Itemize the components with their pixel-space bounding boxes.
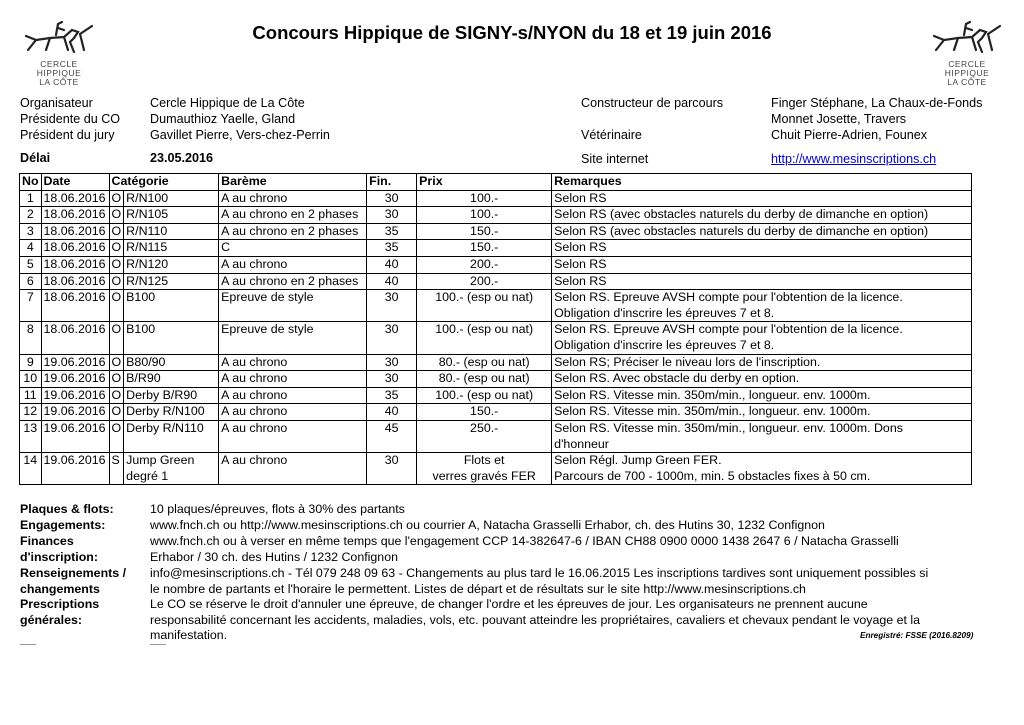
- table-row: [20, 453, 972, 485]
- cell-remarques: Selon RS; Préciser le niveau lors de l'inscription.: [552, 354, 972, 371]
- cell-prix: 100.- (esp ou nat): [417, 290, 552, 322]
- table-row: [20, 404, 972, 421]
- table-row: [20, 273, 972, 290]
- table-row: [20, 256, 972, 273]
- cell-level: O: [109, 420, 124, 452]
- cell-no: 5: [20, 256, 42, 273]
- cell-categorie: Derby B/R90: [124, 387, 219, 404]
- cell-date: 19.06.2016: [41, 371, 109, 388]
- cell-no: 8: [20, 322, 42, 354]
- cell-date: 18.06.2016: [41, 207, 109, 224]
- table-row: [20, 387, 972, 404]
- cell-categorie: R/N115: [124, 240, 219, 257]
- cell-fin: 30: [367, 453, 417, 485]
- col-categorie: Catégorie: [109, 174, 219, 191]
- cell-bareme: A au chrono en 2 phases: [219, 223, 367, 240]
- finances-label: Finances d'inscription:: [20, 534, 98, 564]
- cell-prix: 150.-: [417, 223, 552, 240]
- cell-bareme: Epreuve de style: [219, 322, 367, 354]
- cell-date: 18.06.2016: [41, 190, 109, 207]
- cell-remarques: Selon RS. Epreuve AVSH compte pour l'obtention de la licence. Obligation d'inscrire les épreuves 7 et 8.: [552, 322, 972, 354]
- veterinaire-value: Chuit Pierre-Adrien, Founex: [771, 128, 928, 142]
- cell-remarques: Selon RS: [552, 256, 972, 273]
- cell-date: 19.06.2016: [41, 387, 109, 404]
- prescriptions-label: Prescriptions générales:: [20, 597, 100, 627]
- cell-date: 18.06.2016: [41, 322, 109, 354]
- cell-no: 4: [20, 240, 42, 257]
- cell-level: O: [109, 256, 124, 273]
- events-table: [19, 173, 972, 485]
- cell-date: 18.06.2016: [41, 223, 109, 240]
- cell-prix: 200.-: [417, 273, 552, 290]
- cell-categorie: R/N100: [124, 190, 219, 207]
- cell-fin: 35: [367, 240, 417, 257]
- cell-date: 19.06.2016: [41, 354, 109, 371]
- cell-no: 10: [20, 371, 42, 388]
- table-row: [20, 290, 972, 322]
- cell-fin: 30: [367, 371, 417, 388]
- cell-categorie: Jump Green degré 1: [124, 453, 219, 485]
- cell-categorie: R/N125: [124, 273, 219, 290]
- organisateur-label: Organisateur: [20, 96, 93, 110]
- cell-fin: 30: [367, 207, 417, 224]
- cell-bareme: A au chrono en 2 phases: [219, 207, 367, 224]
- divider-mark: [150, 644, 166, 645]
- cell-fin: 40: [367, 404, 417, 421]
- cell-date: 19.06.2016: [41, 420, 109, 452]
- cell-remarques: Selon RS. Vitesse min. 350m/min., longueur. env. 1000m.: [552, 387, 972, 404]
- cell-remarques: Selon RS: [552, 240, 972, 257]
- cell-prix: 100.-: [417, 190, 552, 207]
- cell-level: O: [109, 387, 124, 404]
- cell-fin: 40: [367, 256, 417, 273]
- cell-date: 18.06.2016: [41, 273, 109, 290]
- cell-categorie: B100: [124, 290, 219, 322]
- cell-bareme: A au chrono: [219, 387, 367, 404]
- cell-level: O: [109, 371, 124, 388]
- info-left-values: [150, 95, 330, 143]
- plaques-label: Plaques & flots:: [20, 502, 114, 516]
- cell-date: 19.06.2016: [41, 404, 109, 421]
- info-left-labels: [20, 95, 120, 143]
- cell-prix: Flots et verres gravés FER: [417, 453, 552, 485]
- cell-bareme: A au chrono: [219, 371, 367, 388]
- cell-prix: 200.-: [417, 256, 552, 273]
- table-row: [20, 322, 972, 354]
- divider-mark: [20, 644, 36, 645]
- registration-note: Enregistré: FSSE (2016.8209): [860, 631, 974, 640]
- cell-categorie: B/R90: [124, 371, 219, 388]
- cell-fin: 35: [367, 387, 417, 404]
- president-jury-label: Président du jury: [20, 128, 115, 142]
- cell-bareme: A au chrono en 2 phases: [219, 273, 367, 290]
- cell-date: 18.06.2016: [41, 256, 109, 273]
- cell-bareme: A au chrono: [219, 256, 367, 273]
- cell-no: 12: [20, 404, 42, 421]
- cell-no: 9: [20, 354, 42, 371]
- cell-bareme: C: [219, 240, 367, 257]
- table-row: [20, 371, 972, 388]
- cell-fin: 45: [367, 420, 417, 452]
- col-prix: Prix: [417, 174, 552, 191]
- logo-text: CERCLE HIPPIQUE LA CÔTE: [944, 59, 990, 87]
- cell-remarques: Selon RS. Vitesse min. 350m/min., longueur. env. 1000m.: [552, 404, 972, 421]
- cell-level: O: [109, 273, 124, 290]
- cell-categorie: Derby R/N110: [124, 420, 219, 452]
- renseignements-label: Renseignements / changements: [20, 566, 127, 596]
- cell-fin: 35: [367, 223, 417, 240]
- info-right-values: [771, 95, 982, 143]
- col-bareme: Barème: [219, 174, 367, 191]
- cell-date: 18.06.2016: [41, 240, 109, 257]
- cell-prix: 250.-: [417, 420, 552, 452]
- constructeur-label: Constructeur de parcours: [581, 96, 724, 110]
- constructeur-value-2: Monnet Josette, Travers: [771, 112, 907, 126]
- col-no: No: [20, 174, 42, 191]
- cell-no: 1: [20, 190, 42, 207]
- cell-categorie: R/N105: [124, 207, 219, 224]
- president-jury-value: Gavillet Pierre, Vers-chez-Perrin: [150, 128, 330, 142]
- cell-bareme: A au chrono: [219, 190, 367, 207]
- cell-no: 7: [20, 290, 42, 322]
- cell-level: S: [109, 453, 124, 485]
- logo-text: CERCLE HIPPIQUE LA CÔTE: [36, 59, 82, 87]
- cell-level: O: [109, 404, 124, 421]
- cell-bareme: A au chrono: [219, 404, 367, 421]
- engagements-text: www.fnch.ch ou http://www.mesinscriptions.ch ou courrier A, Natacha Grasselli Erhabor, ch. des Hutins 30, 1232 Confignon: [150, 518, 825, 532]
- cell-bareme: A au chrono: [219, 354, 367, 371]
- cell-level: O: [109, 354, 124, 371]
- cell-level: O: [109, 240, 124, 257]
- cell-bareme: A au chrono: [219, 420, 367, 452]
- cell-fin: 30: [367, 354, 417, 371]
- plaques-text: 10 plaques/épreuves, flots à 30% des partants: [150, 502, 405, 516]
- cell-no: 14: [20, 453, 42, 485]
- cell-categorie: Derby R/N100: [124, 404, 219, 421]
- constructeur-value: Finger Stéphane, La Chaux-de-Fonds: [771, 96, 983, 110]
- cell-date: 18.06.2016: [41, 290, 109, 322]
- cell-prix: 150.-: [417, 240, 552, 257]
- cell-categorie: B80/90: [124, 354, 219, 371]
- cell-level: O: [109, 290, 124, 322]
- cell-fin: 40: [367, 273, 417, 290]
- cell-remarques: Selon RS. Epreuve AVSH compte pour l'obtention de la licence. Obligation d'inscrire les épreuves 7 et 8.: [552, 290, 972, 322]
- site-link[interactable]: http://www.mesinscriptions.ch: [771, 152, 937, 166]
- cell-no: 13: [20, 420, 42, 452]
- cell-remarques: Selon RS. Vitesse min. 350m/min., longueur. env. 1000m. Dons d'honneur: [552, 420, 972, 452]
- cell-date: 19.06.2016: [41, 453, 109, 485]
- cell-level: O: [109, 207, 124, 224]
- cell-fin: 30: [367, 290, 417, 322]
- veterinaire-label: Vétérinaire: [581, 128, 642, 142]
- presidente-co-value: Dumauthioz Yaelle, Gland: [150, 112, 296, 126]
- delai-label: Délai: [20, 151, 51, 165]
- cell-prix: 100.- (esp ou nat): [417, 322, 552, 354]
- presidente-co-label: Présidente du CO: [20, 112, 121, 126]
- finances-text: www.fnch.ch ou à verser en même temps que l'engagement CCP 14-382647-6 / IBAN CH88 0900 0000 1438 2647 6 / Natacha Grasselli Erhabor / 30 ch. des Hutins / 1232 Confignon: [150, 534, 899, 564]
- cell-no: 6: [20, 273, 42, 290]
- cell-fin: 30: [367, 322, 417, 354]
- cell-bareme: Epreuve de style: [219, 290, 367, 322]
- table-row: [20, 240, 972, 257]
- cell-prix: 150.-: [417, 404, 552, 421]
- page-title: Concours Hippique de SIGNY-s/NYON du 18 et 19 juin 2016: [252, 22, 772, 43]
- cell-prix: 80.- (esp ou nat): [417, 354, 552, 371]
- engagements-label: Engagements:: [20, 518, 106, 532]
- renseignements-text: info@mesinscriptions.ch - Tél 079 248 09 63 - Changements au plus tard le 16.06.2015 Les inscriptions tardives sont uniquement possibles si le nombre de partants et l'horaire le permettent. Listes de départ et de résultats sur le site http://www.mesinscriptions.ch: [150, 566, 929, 596]
- cell-no: 11: [20, 387, 42, 404]
- col-remarques: Remarques: [552, 174, 972, 191]
- site-label: Site internet: [581, 152, 649, 166]
- cell-prix: 100.- (esp ou nat): [417, 387, 552, 404]
- table-row: [20, 420, 972, 452]
- blank-label: [581, 111, 723, 127]
- site-link-wrap: [771, 151, 936, 167]
- table-header-row: [20, 174, 972, 191]
- cell-bareme: A au chrono: [219, 453, 367, 485]
- delai-value: 23.05.2016: [150, 151, 214, 165]
- cell-remarques: Selon RS (avec obstacles naturels du derby de dimanche en option): [552, 223, 972, 240]
- col-date: Date: [41, 174, 109, 191]
- cell-prix: 80.- (esp ou nat): [417, 371, 552, 388]
- cell-level: O: [109, 322, 124, 354]
- table-row: [20, 223, 972, 240]
- col-fin: Fin.: [367, 174, 417, 191]
- cell-remarques: Selon RS (avec obstacles naturels du derby de dimanche en option): [552, 207, 972, 224]
- cell-no: 3: [20, 223, 42, 240]
- cell-remarques: Selon Régl. Jump Green FER. Parcours de 700 - 1000m, min. 5 obstacles fixes à 50 cm.: [552, 453, 972, 485]
- cell-level: O: [109, 223, 124, 240]
- cell-level: O: [109, 190, 124, 207]
- cell-categorie: R/N120: [124, 256, 219, 273]
- cell-remarques: Selon RS: [552, 273, 972, 290]
- table-row: [20, 190, 972, 207]
- table-row: [20, 354, 972, 371]
- cell-categorie: B100: [124, 322, 219, 354]
- prescriptions-text: Le CO se réserve le droit d'annuler une épreuve, de changer l'ordre et les épreuves de jour. Les organisateurs ne prennent aucune responsabilité concernant les accidents, maladies, vols, etc. pouvant atteindre les propriétaires, cavaliers et chevaux pendant le voyage et la manifestation.: [150, 597, 921, 643]
- cell-remarques: Selon RS: [552, 190, 972, 207]
- cell-fin: 30: [367, 190, 417, 207]
- table-row: [20, 207, 972, 224]
- cell-categorie: R/N110: [124, 223, 219, 240]
- cell-no: 2: [20, 207, 42, 224]
- cell-remarques: Selon RS. Avec obstacle du derby en option.: [552, 371, 972, 388]
- cell-prix: 100.-: [417, 207, 552, 224]
- info-right-labels: [581, 95, 723, 143]
- organisateur-value: Cercle Hippique de La Côte: [150, 96, 305, 110]
